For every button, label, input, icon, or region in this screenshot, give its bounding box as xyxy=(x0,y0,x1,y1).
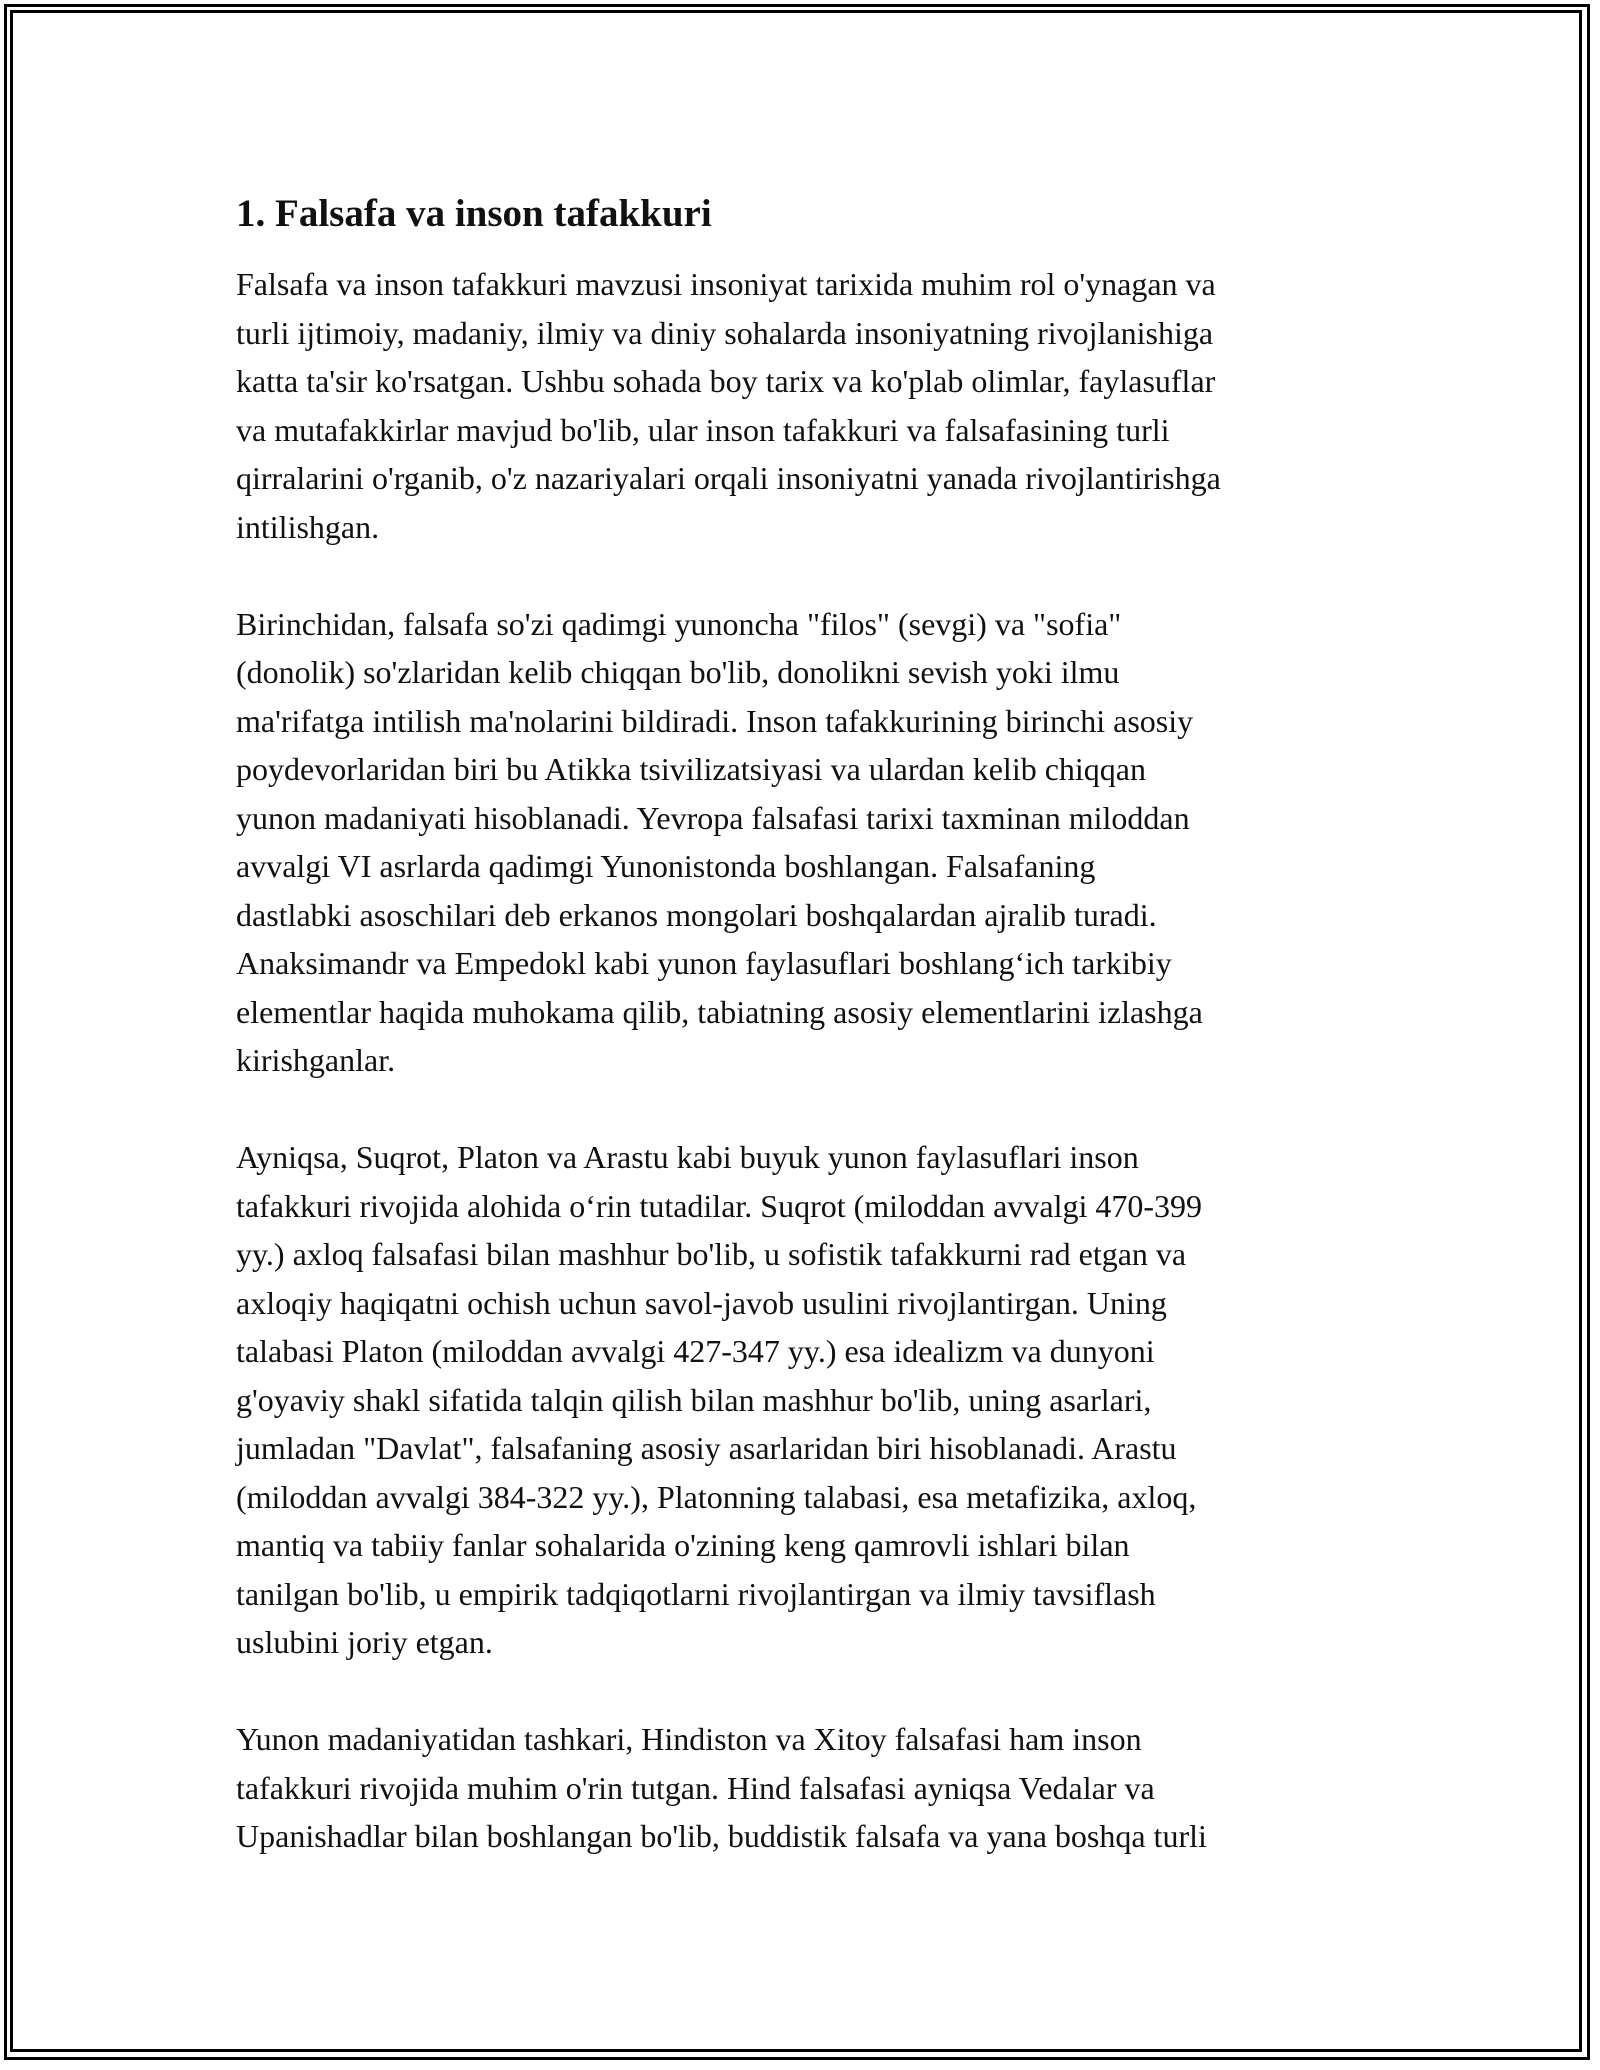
text-line: tafakkuri rivojida alohida o‘rin tutadilar. Suqrot (miloddan avvalgi 470-399 xyxy=(236,1187,1202,1224)
text-line: avvalgi VI asrlarda qadimgi Yunonistonda boshlangan. Falsafaning xyxy=(236,848,1096,884)
body-paragraph xyxy=(236,260,1376,551)
text-line: kirishganlar. xyxy=(236,1042,396,1078)
body-paragraph xyxy=(236,600,1376,1085)
text-line: poydevorlaridan biri bu Atikka tsivilizatsiyasi va ulardan kelib chiqqan xyxy=(236,751,1146,787)
text-line: Anaksimandr va Empedokl kabi yunon faylasuflari boshlang‘ich tarkibiy xyxy=(236,945,1172,981)
text-line: Upanishadlar bilan boshlangan bo'lib, buddistik falsafa va yana boshqa turli xyxy=(236,1818,1207,1854)
text-line: mantiq va tabiiy fanlar sohalarida o'zining keng qamrovli ishlari bilan xyxy=(236,1527,1130,1563)
text-line: yunon madaniyati hisoblanadi. Yevropa falsafasi tarixi taxminan miloddan xyxy=(236,799,1190,836)
paragraph-list xyxy=(236,260,1376,1861)
text-line: intilishgan. xyxy=(236,508,380,545)
text-line: tafakkuri rivojida muhim o'rin tutgan. Hind falsafasi ayniqsa Vedalar va xyxy=(236,1769,1155,1806)
text-line: tanilgan bo'lib, u empirik tadqiqotlarni rivojlantirgan va ilmiy tavsiflash xyxy=(236,1575,1156,1612)
text-line: Ayniqsa, Suqrot, Platon va Arastu kabi buyuk yunon faylasuflari inson xyxy=(236,1139,1139,1175)
text-line: (donolik) so'zlaridan kelib chiqqan bo'lib, donolikni sevish yoki ilmu xyxy=(236,654,1120,690)
text-line: ma'rifatga intilish ma'nolarini bildiradi. Inson tafakkurining birinchi asosiy xyxy=(236,702,1194,739)
text-line: talabasi Platon (miloddan avvalgi 427-347 yy.) esa idealizm va dunyoni xyxy=(236,1333,1155,1369)
text-line: (miloddan avvalgi 384-322 yy.), Platonning talabasi, esa metafizika, axloq, xyxy=(236,1478,1197,1515)
text-line: uslubini joriy etgan. xyxy=(236,1624,493,1660)
text-line: Falsafa va inson tafakkuri mavzusi insoniyat tarixida muhim rol o'ynagan va xyxy=(236,266,1216,302)
body-paragraph xyxy=(236,1133,1376,1667)
text-line: qirralarini o'rganib, o'z nazariyalari orqali insoniyatni yanada rivojlantirishga xyxy=(236,460,1221,496)
text-line: turli ijtimoiy, madaniy, ilmiy va diniy sohalarda insoniyatning rivojlanishiga xyxy=(236,314,1214,351)
text-line: dastlabki asoschilari deb erkanos mongolari boshqalardan ajralib turadi. xyxy=(236,896,1157,933)
text-line: g'oyaviy shakl sifatida talqin qilish bilan mashhur bo'lib, uning asarlari, xyxy=(236,1381,1152,1418)
text-line: Birinchidan, falsafa so'zi qadimgi yunoncha "filos" (sevgi) va "sofia" xyxy=(236,605,1122,642)
text-line: Yunon madaniyatidan tashkari, Hindiston va Xitoy falsafasi ham inson xyxy=(236,1721,1142,1757)
body-paragraph xyxy=(236,1715,1376,1861)
text-line: axloqiy haqiqatni ochish uchun savol-javob usulini rivojlantirgan. Uning xyxy=(236,1284,1167,1321)
text-line: va mutafakkirlar mavjud bo'lib, ular inson tafakkuri va falsafasining turli xyxy=(236,411,1170,448)
text-line: elementlar haqida muhokama qilib, tabiatning asosiy elementlarini izlashga xyxy=(236,993,1203,1030)
document-body xyxy=(236,190,1376,1861)
text-line: yy.) axloq falsafasi bilan mashhur bo'lib, u sofistik tafakkurni rad etgan va xyxy=(236,1236,1187,1272)
text-line: katta ta'sir ko'rsatgan. Ushbu sohada boy tarix va ko'plab olimlar, faylasuflar xyxy=(236,363,1216,399)
section-heading: 1. Falsafa va inson tafakkuri xyxy=(236,192,712,235)
text-line: jumladan "Davlat", falsafaning asosiy asarlaridan biri hisoblanadi. Arastu xyxy=(236,1430,1177,1466)
